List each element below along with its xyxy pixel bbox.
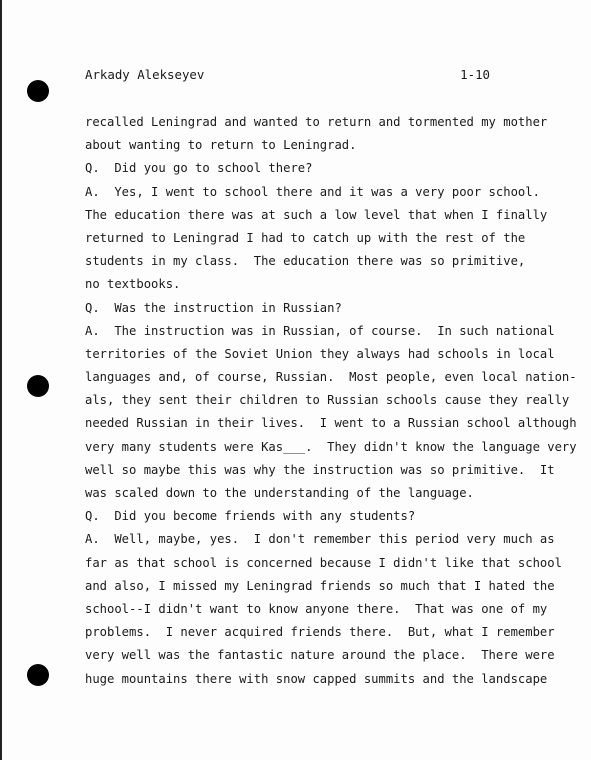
punch-hole-middle: [27, 375, 49, 397]
transcript-line: The education there was at such a low level that when I finally: [85, 207, 548, 222]
transcript-line: Q. Was the instruction in Russian?: [85, 300, 342, 315]
transcript-line: school--I didn't want to know anyone there. That was one of my: [85, 601, 548, 616]
transcript-line: huge mountains there with snow capped summits and the landscape: [85, 671, 548, 686]
transcript-line: A. Well, maybe, yes. I don't remember this period very much as: [85, 532, 555, 547]
transcript-line: Q. Did you go to school there?: [85, 161, 313, 176]
transcript-line: Q. Did you become friends with any students?: [85, 509, 416, 524]
transcript-line: returned to Leningrad I had to catch up with the rest of the: [85, 230, 526, 245]
transcript-line: needed Russian in their lives. I went to a Russian school although: [85, 416, 577, 431]
transcript-line: far as that school is concerned because I didn't like that school: [85, 555, 562, 570]
transcript-line: and also, I missed my Leningrad friends so much that I hated the: [85, 578, 555, 593]
transcript-line: students in my class. The education there was so primitive,: [85, 254, 526, 269]
transcript-line: A. Yes, I went to school there and it was a very poor school.: [85, 184, 540, 199]
transcript-line: well so maybe this was why the instruction was so primitive. It: [85, 462, 555, 477]
transcript-line: very well was the fantastic nature around the place. There were: [85, 648, 555, 663]
punch-hole-bottom: [27, 664, 49, 686]
transcript-line: languages and, of course, Russian. Most people, even local nation-: [85, 370, 577, 385]
interviewee-name: Arkady Alekseyev: [85, 67, 205, 82]
transcript-line: problems. I never acquired friends there. But, what I remember: [85, 625, 555, 640]
transcript-line: territories of the Soviet Union they always had schools in local: [85, 346, 555, 361]
punch-hole-top: [27, 80, 49, 102]
transcript-body: [85, 114, 577, 694]
transcript-line: no textbooks.: [85, 277, 181, 292]
transcript-line: recalled Leningrad and wanted to return and tormented my mother: [85, 115, 548, 129]
transcript-line: A. The instruction was in Russian, of course. In such national: [85, 323, 555, 338]
page-number: 1-10: [460, 67, 490, 82]
transcript-line: very many students were Kas___. They didn't know the language very: [85, 439, 577, 454]
transcript-line: als, they sent their children to Russian schools cause they really: [85, 393, 570, 408]
transcript-line: was scaled down to the understanding of the language.: [85, 486, 474, 500]
transcript-line: about wanting to return to Leningrad.: [85, 138, 357, 153]
page-left-edge: [0, 0, 2, 760]
